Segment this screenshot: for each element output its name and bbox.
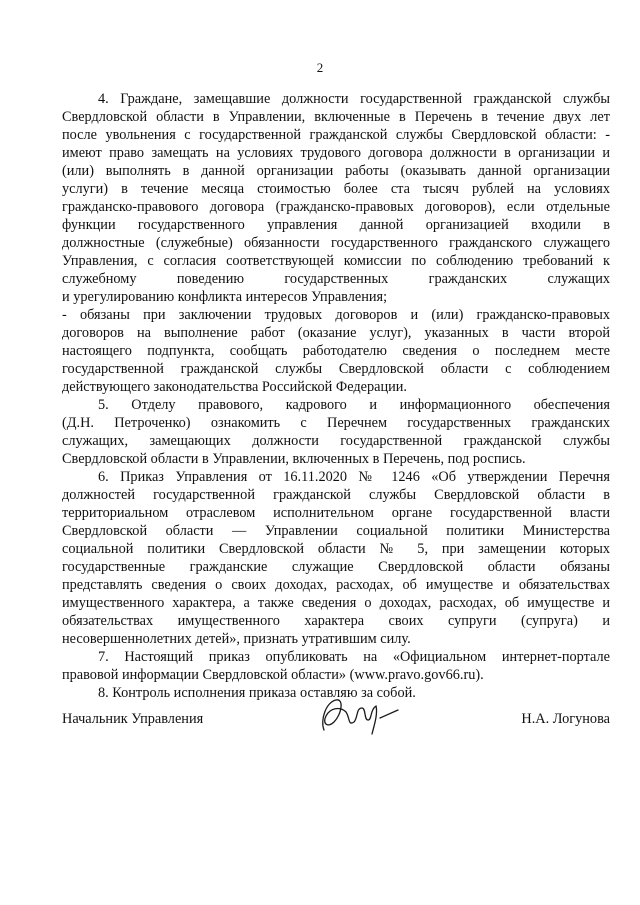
text-line: 7. Настоящий приказ опубликовать на «Официальном интернет-портале bbox=[98, 649, 610, 665]
text-line: и урегулированию конфликта интересов Управления; bbox=[62, 289, 388, 305]
text-line: 5. Отделу правового, кадрового и информационного обеспечения bbox=[98, 397, 610, 413]
text-line: 8. Контроль исполнения приказа оставляю за собой. bbox=[98, 685, 416, 701]
document-body bbox=[62, 90, 610, 702]
text-line: должностные (служебные) обязанности государственного гражданского служащего bbox=[62, 235, 610, 251]
text-line: Свердловской области в Управлении, включенных в Перечень, под роспись. bbox=[62, 451, 526, 467]
text-line: настоящего подпункта, сообщать работодателю сведения о последнем месте bbox=[62, 343, 610, 359]
text-line: Свердловской области — Управлении социальной политики Министерства bbox=[62, 523, 610, 539]
text-line: несовершеннолетних детей», признать утратившим силу. bbox=[62, 631, 411, 647]
text-line: правовой информации Свердловской области» (www.pravo.gov66.ru). bbox=[62, 667, 484, 683]
text-line: социальной политики Свердловской области № 5, при замещении которых bbox=[62, 541, 610, 557]
text-line: государственные гражданские служащие Свердловской области обязаны bbox=[62, 559, 610, 575]
text-line: служебному поведению государственных гражданских служащих bbox=[62, 271, 610, 287]
text-line: Свердловской области в Управлении, включенные в Перечень в течение двух лет bbox=[62, 109, 610, 125]
signatory-name: Н.А. Логунова bbox=[521, 711, 610, 727]
text-line: обязательствах имущественного характера своих супруги (супруга) и bbox=[62, 613, 610, 629]
text-line: Управления, с согласия соответствующей комиссии по соблюдению требований к bbox=[62, 253, 610, 269]
text-line: договоров на выполнение работ (оказание услуг), указанных в части второй bbox=[62, 325, 610, 341]
signature-block bbox=[62, 702, 610, 742]
text-line: служащих, замещающих должности государственной гражданской службы bbox=[62, 433, 610, 449]
text-line: функции государственного управления данной организацией входили в bbox=[62, 217, 610, 233]
text-line: после увольнения с государственной гражданской службы Свердловской области: - bbox=[62, 127, 610, 143]
text-line: 4. Граждане, замещавшие должности государственной гражданской службы bbox=[98, 91, 610, 107]
text-line: гражданско-правового договора (гражданско-правовых договоров), если отдельные bbox=[62, 199, 610, 215]
page-number: 2 bbox=[316, 60, 324, 75]
text-line: имеют право замещать на условиях трудового договора должности в организации и bbox=[62, 145, 610, 161]
text-line: (Д.Н. Петроченко) ознакомить с Перечнем государственных гражданских bbox=[62, 415, 610, 431]
text-line: 6. Приказ Управления от 16.11.2020 № 1246 «Об утверждении Перечня bbox=[98, 469, 610, 485]
text-line: государственной гражданской службы Свердловской области с соблюдением bbox=[62, 361, 610, 377]
text-line: действующего законодательства Российской Федерации. bbox=[62, 379, 407, 395]
text-line: - обязаны при заключении трудовых договоров и (или) гражданско-правовых bbox=[62, 307, 610, 323]
text-line: территориальном отраслевом исполнительном органе государственной власти bbox=[62, 505, 610, 521]
text-line: услуги) в течение месяца стоимостью более ста тысяч рублей на условиях bbox=[62, 181, 610, 197]
text-line: имущественного характера, а также сведения о доходах, расходах, об имуществе и bbox=[62, 595, 610, 611]
text-line: должностей государственной гражданской службы Свердловской области в bbox=[62, 487, 610, 503]
signatory-position: Начальник Управления bbox=[62, 711, 204, 727]
handwritten-signature bbox=[312, 692, 412, 738]
text-line: представлять сведения о своих доходах, расходах, об имуществе и обязательствах bbox=[62, 577, 610, 593]
text-line: (или) выполнять в данной организации работы (оказывать данной организации bbox=[62, 163, 610, 179]
